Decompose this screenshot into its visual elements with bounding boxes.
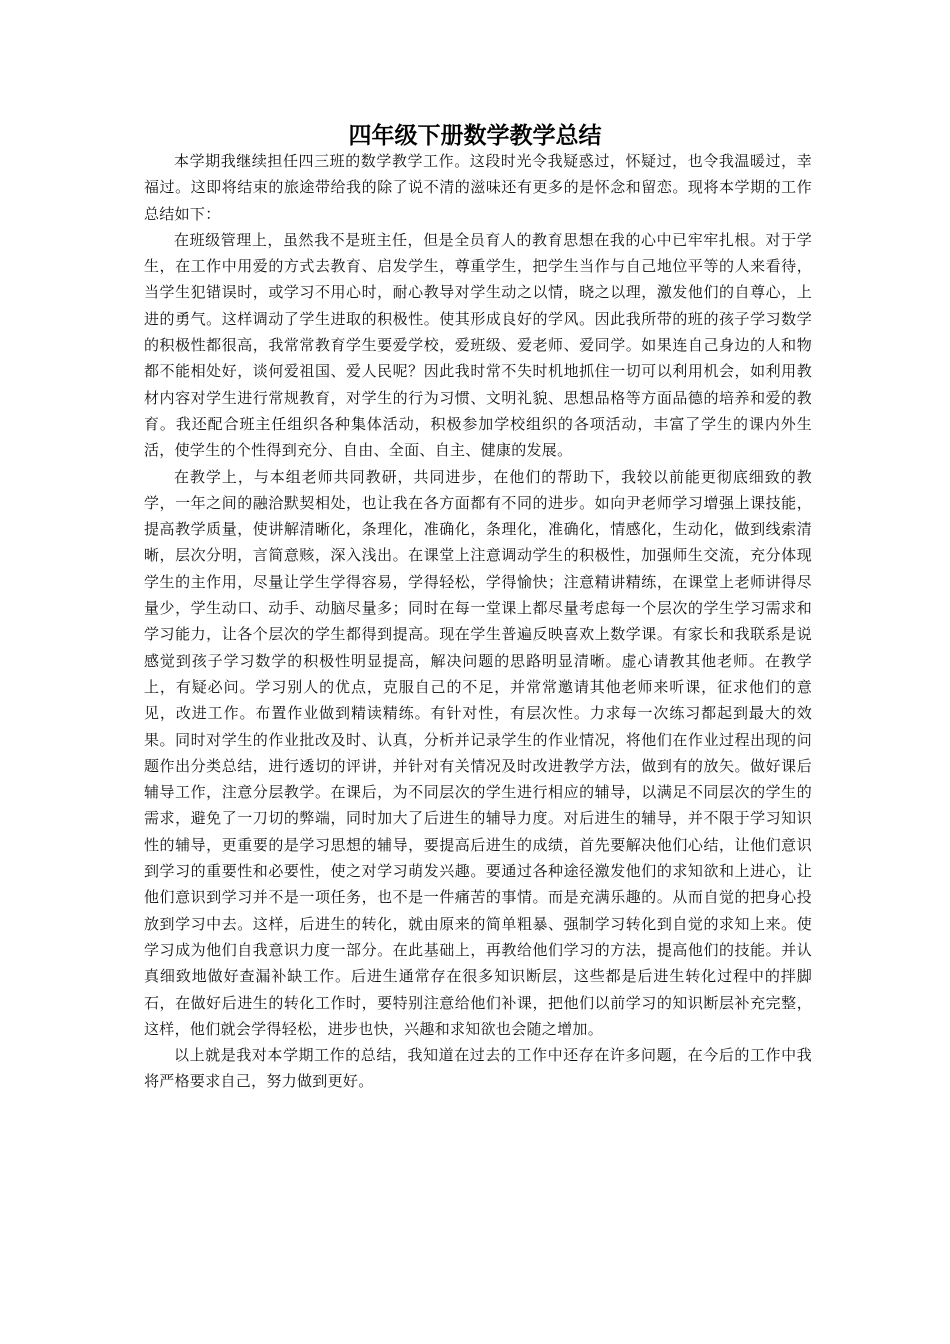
- document-title: 四年级下册数学教学总结: [348, 122, 602, 149]
- paragraph-conclusion: 以上就是我对本学期工作的总结，我知道在过去的工作中还存在许多问题，在今后的工作中我将严格要求自己，努力做到更好。: [144, 1046, 812, 1091]
- paragraph-intro: 本学期我继续担任四三班的数学教学工作。这段时光令我疑惑过，怀疑过，也令我温暖过，幸福过。这即将结束的旅途带给我的除了说不清的滋味还有更多的是怀念和留恋。现将本学期的工作总结如下：: [144, 152, 812, 223]
- document-body: [144, 148, 812, 1095]
- paragraph-class-management: 在班级管理上，虽然我不是班主任，但是全员育人的教育思想在我的心中已牢牢扎根。对于学生，在工作中用爱的方式去教育、启发学生，尊重学生，把学生当作与自己地位平等的人来看待，当学生犯错误时，或学习不用心时，耐心教导对学生动之以情，晓之以理，激发他们的自尊心，上进的勇气。这样调动了学生进取的积极性。使其形成良好的学风。因此我所带的班的孩子学习数学的积极性都很高，我常常教育学生要爱学校，爱班级、爱老师、爱同学。如果连自己身边的人和物都不能相处好，谈何爱祖国、爱人民呢？因此我时常不失时机地抓住一切可以利用机会，如利用教材内容对学生进行常规教育，对学生的行为习惯、文明礼貌、思想品格等方面品德的培养和爱的教育。我还配合班主任组织各种集体活动，积极参加学校组织的各项活动，丰富了学生的课内外生活，使学生的个性得到充分、自由、全面、自主、健康的发展。: [144, 230, 812, 460]
- paragraph-teaching: 在教学上，与本组老师共同教研，共同进步，在他们的帮助下，我较以前能更彻底细致的教学，一年之间的融洽默契相处，也让我在各方面都有不同的进步。如向尹老师学习增强上课技能，提高教学质量，使讲解清晰化，条理化，准确化，条理化，准确化，情感化，生动化，做到线索清晰，层次分明，言简意赅，深入浅出。在课堂上注意调动学生的积极性，加强师生交流，充分体现学生的主作用，尽量让学生学得容易，学得轻松，学得愉快；注意精讲精练，在课堂上老师讲得尽量少，学生动口、动手、动脑尽量多；同时在每一堂课上都尽量考虑每一个层次的学生学习需求和学习能力，让各个层次的学生都得到提高。现在学生普遍反映喜欢上数学课。有家长和我联系是说感觉到孩子学习数学的积极性明显提高，解决问题的思路明显清晰。虚心请教其他老师。在教学上，有疑必问。学习别人的优点，克服自己的不足，并常常邀请其他老师来听课，征求他们的意见，改进工作。布置作业做到精读精练。有针对性，有层次性。力求每一次练习都起到最大的效果。同时对学生的作业批改及时、认真，分析并记录学生的作业情况，将他们在作业过程出现的问题作出分类总结，进行透切的评讲，并针对有关情况及时改进教学方法，做到有的放矢。做好课后辅导工作，注意分层教学。在课后，为不同层次的学生进行相应的辅导，以满足不同层次的学生的需求，避免了一刀切的弊端，同时加大了后进生的辅导力度。对后进生的辅导，并不限于学习知识性的辅导，更重要的是学习思想的辅导，要提高后进生的成绩，首先要解决他们心结，让他们意识到学习的重要性和必要性，使之对学习萌发兴趣。要通过各种途径激发他们的求知欲和上进心，让他们意识到学习并不是一项任务，也不是一件痛苦的事情。而是充满乐趣的。从而自觉的把身心投放到学习中去。这样，后进生的转化，就由原来的简单粗暴、强制学习转化到自觉的求知上来。使学习成为他们自我意识力度一部分。在此基础上，再教给他们学习的方法，提高他们的技能。并认真细致地做好查漏补缺工作。后进生通常存在很多知识断层，这些都是后进生转化过程中的拌脚石，在做好后进生的转化工作时，要特别注意给他们补课，把他们以前学习的知识断层补充完整，这样，他们就会学得轻松，进步也快，兴趣和求知欲也会随之增加。: [144, 467, 812, 1038]
